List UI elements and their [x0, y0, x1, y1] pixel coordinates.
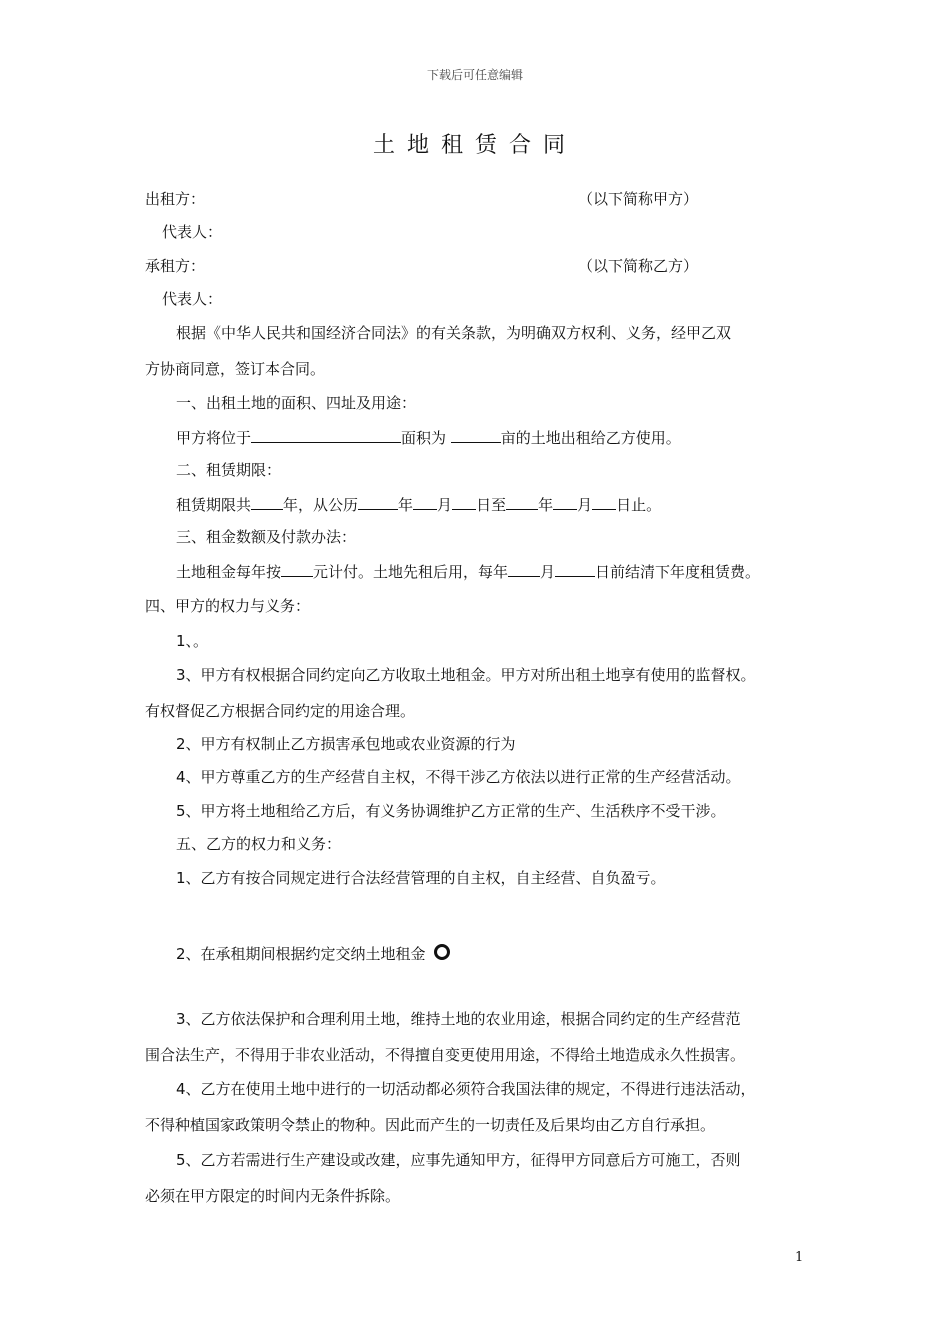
- lessor-representative: 代表人：: [162, 223, 223, 241]
- section-3-text: 土地租金每年按 元计付。土地先租后用，每年 月 日前结清下年度租赁费。: [176, 563, 761, 581]
- section-5-item-2: 2、在承租期间根据约定交纳土地租金: [176, 944, 450, 963]
- lessor-alias: （以下简称甲方）: [578, 190, 699, 208]
- lessee-label: 承租方：: [145, 257, 206, 275]
- lessee-alias: （以下简称乙方）: [578, 257, 699, 275]
- section-2-text: 租赁期限共 年，从公历 年 月 日至 年 月 日止。: [176, 496, 662, 514]
- section-4-item-4: 4、甲方尊重乙方的生产经营自主权，不得干涉乙方依法以进行正常的生产经营活动。: [176, 768, 741, 786]
- section-5-item-5-line-1: 5、乙方若需进行生产建设或改建，应事先通知甲方，征得甲方同意后方可施工，否则: [176, 1151, 741, 1169]
- section-5-item-1: 1、乙方有按合同规定进行合法经营管理的自主权，自主经营、自负盈亏。: [176, 869, 666, 887]
- location-blank: [251, 427, 401, 443]
- section-5-item-3-line-1: 3、乙方依法保护和合理利用土地，维持土地的农业用途，根据合同约定的生产经营范: [176, 1010, 741, 1028]
- section-4-heading: 四、甲方的权力与义务：: [145, 597, 311, 615]
- lessee-representative: 代表人：: [162, 290, 223, 308]
- section-5-item-4-line-2: 不得种植国家政策明令禁止的物种。因此而产生的一切责任及后果均由乙方自行承担。: [145, 1116, 716, 1134]
- intro-line-2: 方协商同意，签订本合同。: [145, 360, 326, 378]
- section-1-heading: 一、出租土地的面积、四址及用途：: [176, 394, 417, 412]
- section-4-item-5: 5、甲方将土地租给乙方后，有义务协调维护乙方正常的生产、生活秩序不受干涉。: [176, 802, 726, 820]
- section-4-item-3-line-2: 有权督促乙方根据合同约定的用途合理。: [145, 702, 416, 720]
- section-5-item-4-line-1: 4、乙方在使用土地中进行的一切活动都必须符合我国法律的规定，不得进行违法活动，: [176, 1080, 756, 1098]
- intro-line-1: 根据《中华人民共和国经济合同法》的有关条款，为明确双方权利、义务，经甲乙双: [176, 324, 732, 342]
- section-5-item-5-line-2: 必须在甲方限定的时间内无条件拆除。: [145, 1187, 401, 1205]
- area-blank: [451, 427, 501, 443]
- header-note: 下载后可任意编辑: [426, 68, 523, 82]
- section-4-item-2: 2、甲方有权制止乙方损害承包地或农业资源的行为: [176, 735, 516, 753]
- page-title: 土地租赁合同: [372, 133, 577, 158]
- section-3-heading: 三、租金数额及付款办法：: [176, 528, 357, 546]
- section-1-text: 甲方将位于 面积为 亩的土地出租给乙方使用。: [176, 429, 681, 447]
- page-number: 1: [795, 1250, 804, 1265]
- section-2-heading: 二、租赁期限：: [176, 461, 282, 479]
- lessor-label: 出租方：: [145, 190, 206, 208]
- section-4-item-1: 1、。: [176, 632, 209, 650]
- section-5-heading: 五、乙方的权力和义务：: [176, 835, 342, 853]
- section-5-item-3-line-2: 围合法生产，不得用于非农业活动，不得擅自变更使用用途，不得给土地造成永久性损害。: [145, 1046, 746, 1064]
- circle-icon: [434, 944, 450, 960]
- section-4-item-3-line-1: 3、甲方有权根据合同约定向乙方收取土地租金。甲方对所出租土地享有使用的监督权。: [176, 666, 756, 684]
